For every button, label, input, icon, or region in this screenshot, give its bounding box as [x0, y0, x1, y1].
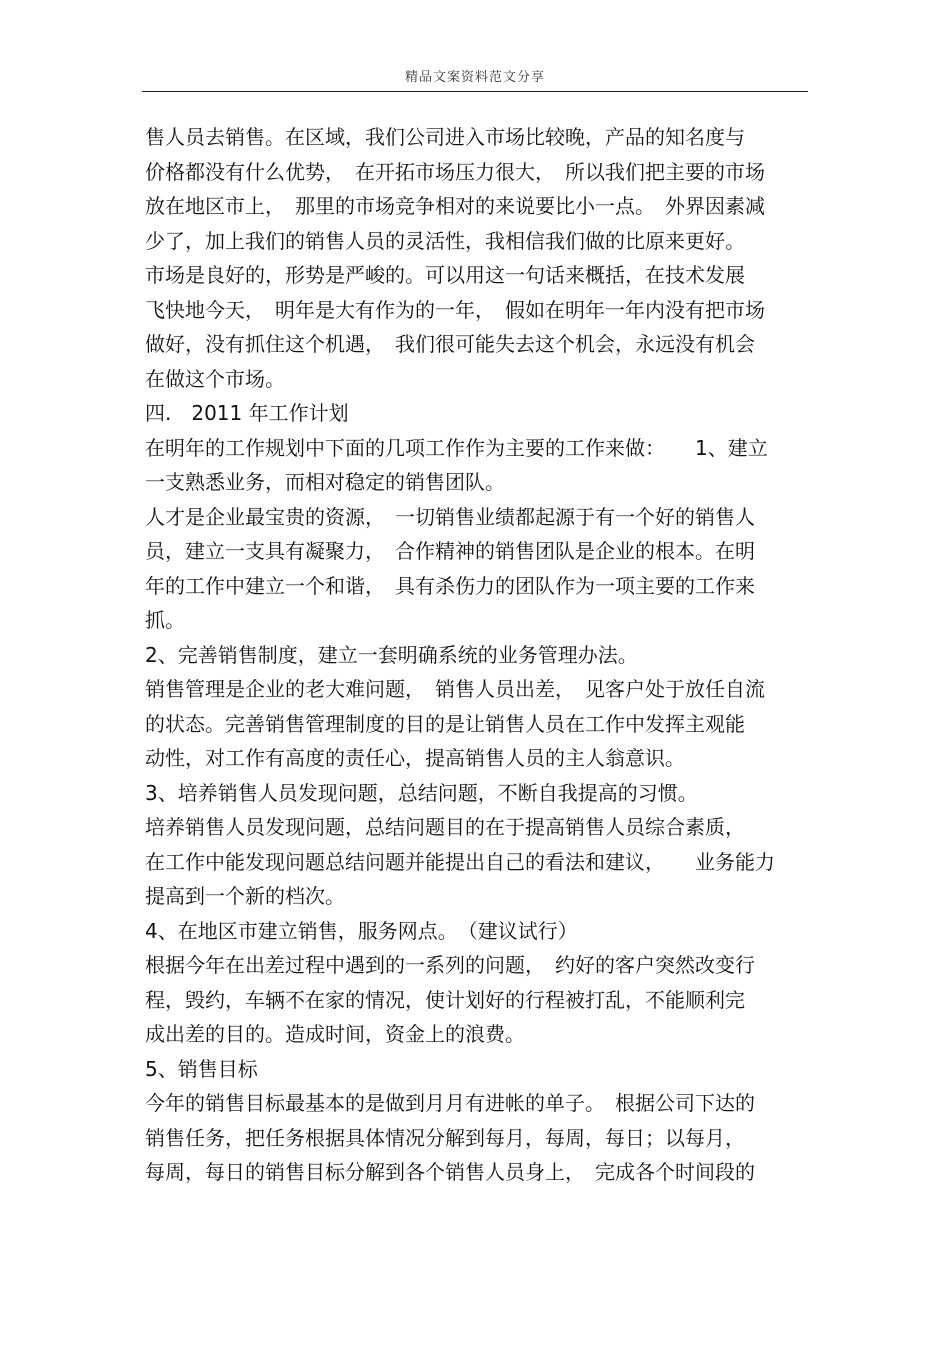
text-line: 做好，没有抓住这个机遇， 我们很可能失去这个机会，永远没有机会 — [145, 332, 755, 356]
text-line: 销售管理是企业的老大难问题， 销售人员出差， 见客户处于放任自流 — [145, 677, 765, 701]
text-line: 程，毁约，车辆不在家的情况，使计划好的行程被打乱，不能顺利完 — [145, 987, 745, 1012]
text-line: 培养销售人员发现问题，总结问题目的在于提高销售人员综合素质， — [145, 815, 745, 839]
text-line: 成出差的目的。造成时间，资金上的浪费。 — [145, 1022, 525, 1046]
text-line: 员，建立一支具有凝聚力， 合作精神的销售团队是企业的根本。在明 — [145, 539, 755, 563]
text-line: 售人员去销售。在区域，我们公司进入市场比较晚，产品的知名度与 — [145, 125, 745, 149]
header-divider — [142, 91, 808, 92]
text-line: 动性，对工作有高度的责任心，提高销售人员的主人翁意识。 — [145, 746, 685, 770]
document-body — [145, 120, 815, 1190]
text-line: 在做这个市场。 — [145, 366, 285, 391]
text-line: 抓。 — [145, 608, 185, 632]
text-line: 少了，加上我们的销售人员的灵活性，我相信我们做的比原来更好。 — [145, 228, 745, 253]
list-heading: 5、销售目标 — [145, 1056, 258, 1081]
page-header: 精品文案资料范文分享 — [404, 70, 545, 85]
text-line: 放在地区市上， 那里的市场竞争相对的来说要比小一点。 外界因素减 — [145, 194, 765, 218]
text-line: 根据今年在出差过程中遇到的一系列的问题， 约好的客户突然改变行 — [145, 953, 755, 977]
text-line: 的状态。完善销售管理制度的目的是让销售人员在工作中发挥主观能 — [145, 711, 745, 736]
text-line: 一支熟悉业务，而相对稳定的销售团队。 — [145, 470, 505, 494]
section-heading: 四. 2011 年工作计划 — [145, 401, 349, 425]
text-line: 市场是良好的，形势是严峻的。可以用这一句话来概括，在技术发展 — [145, 263, 745, 287]
list-heading: 2、完善销售制度，建立一套明确系统的业务管理办法。 — [145, 642, 638, 667]
text-line: 年的工作中建立一个和谐， 具有杀伤力的团队作为一项主要的工作来 — [145, 573, 755, 598]
text-line: 在工作中能发现问题总结问题并能提出自己的看法和建议， 业务能力 — [145, 849, 775, 874]
text-line: 人才是企业最宝贵的资源， 一切销售业绩都起源于有一个好的销售人 — [145, 504, 755, 529]
text-line: 提高到一个新的档次。 — [145, 884, 345, 908]
text-line: 飞快地今天， 明年是大有作为的一年， 假如在明年一年内没有把市场 — [145, 297, 765, 322]
text-line: 今年的销售目标最基本的是做到月月有进帐的单子。 根据公司下达的 — [145, 1091, 755, 1115]
list-heading: 4、在地区市建立销售，服务网点。 （建议试行） — [145, 918, 578, 943]
text-line: 在明年的工作规划中下面的几项工作作为主要的工作来做： 1、建立 — [145, 435, 768, 460]
text-line: 每周，每日的销售目标分解到各个销售人员身上， 完成各个时间段的 — [145, 1160, 755, 1184]
text-line: 价格都没有什么优势， 在开拓市场压力很大， 所以我们把主要的市场 — [145, 159, 765, 184]
text-line: 销售任务，把任务根据具体情况分解到每月，每周，每日；以每月， — [145, 1125, 745, 1150]
list-heading: 3、培养销售人员发现问题，总结问题，不断自我提高的习惯。 — [145, 780, 698, 805]
